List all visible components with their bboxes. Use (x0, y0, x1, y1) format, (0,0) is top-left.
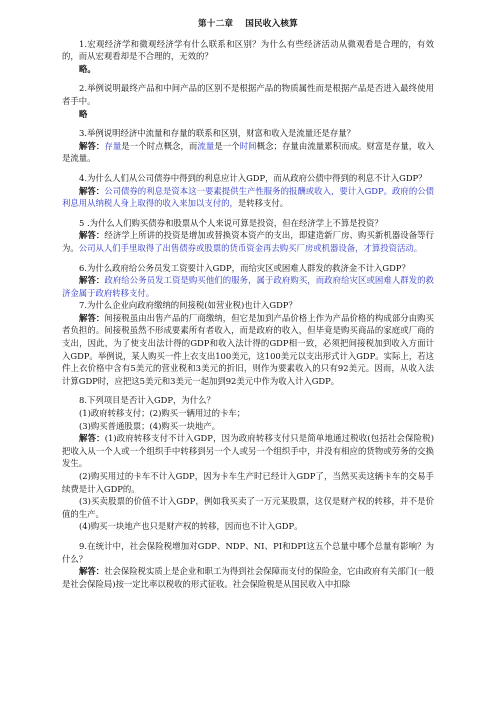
question-6-text: 6.为什么政府给公务员发工资要计入GDP，而给灾区或困难人群发的救济金不计入GDP？ (79, 262, 410, 273)
answer-9 (62, 565, 434, 590)
highlight-text: 政府给公务员发工资是购买他们的服务，属于政府购买，而政府给灾区或困难人群发的救济金属于政府转移支付。 (62, 275, 435, 298)
answer-4 (62, 185, 434, 210)
answer-label: 解答： (79, 140, 105, 151)
answer-7 (62, 312, 434, 388)
question-3 (62, 127, 434, 165)
answer-1: 略。 (79, 63, 96, 74)
question-4-text: 4.为什么人们从公司债券中得到的利息应计入GDP，而从政府公债中得到的利息不计入GDP？ (79, 172, 427, 183)
question-8 (62, 394, 434, 533)
answer-8-part-3: (3)买卖股票的价值不计入GDP，例如我买卖了一万元某股票，这仅是财产权的转移，并不是价值的生产。 (62, 496, 434, 519)
question-1-text: 1.宏观经济学和微观经济学有什么联系和区别？为什么有些经济活动从微观看是合理的，有效的，而从宏观看却是不合理的，无效的？ (62, 38, 434, 62)
highlight-text: 公司债券的利息是资本这一要素提供生产性服务的报酬或收入，要计入GDP。政府的公债利息用从纳税人身上取得的收入来加以支付的， (62, 185, 434, 209)
question-8-items-1: (1)政府转移支付；(2)购买一辆用过的卡车； (79, 408, 246, 419)
highlight-text: 时间 (239, 140, 257, 151)
question-6 (62, 262, 434, 300)
answer-text: 概念；存量由流量累积而成。财富是存量，收入是流量。 (62, 140, 435, 164)
question-7 (62, 299, 434, 387)
question-8-text: 8.下列项目是否计入GDP，为什么？ (79, 395, 215, 406)
question-2 (62, 82, 434, 120)
question-9-text: 9.在统计中，社会保险税增加对GDP、NDP、NI、PI和DPI这五个总量中哪个总量有影响？为什么？ (62, 540, 434, 564)
question-7-text: 7.为什么企业向政府缴纳的间接税(如营业税)也计入GDP？ (79, 300, 297, 311)
question-5-text: 5 .为什么人们购买债券和股票从个人来说可算是投资，但在经济学上不算是投资？ (79, 217, 383, 228)
question-8-items-2: (3)购买普通股票；(4)购买一块地产。 (79, 420, 220, 431)
chapter-name: 国民收入核算 (245, 19, 298, 29)
answer-text: 间接税虽由出售产品的厂商缴纳，但它是加到产品价格上作为产品价格的构成部分由购买者负担的。间接税虽然不形成要素所有者收入，而是政府的收入，但毕竟是购买商品的家庭或厂商的支出，因此，为了使支出法计得的GDP和收入法计得的GDP相一致，必须把间接税加到收入方面计入GDP。举例说，某人购买一件上衣支出100美元，这100美元以支出形式计入GDP。实际上，若这件上衣价格中含有5美元的营业税和3美元的折旧，则作为要素收入的只有92美元。因而，从收入法计算GDP时，应把这5美元和3美元一起加到92美元中作为收入计入GDP。 (62, 312, 435, 386)
question-4 (62, 172, 434, 210)
highlight-text: 存量 (104, 140, 122, 151)
question-9 (62, 540, 434, 590)
answer-6 (62, 274, 434, 299)
answer-text: (1)政府转移支付不计入GDP，因为政府转移支付只是简单地通过税收(包括社会保险税)把收入从一个人或一个组织手中转移到另一个人或另一个组织手中，并没有相应的货物或劳务的交换发生。 (62, 433, 434, 469)
answer-label: 解答： (79, 312, 105, 323)
answer-text: 社会保险税实质上是企业和职工为得到社会保障而支付的保险金，它由政府有关部门(一般是社会保险局)按一定比率以税收的形式征收。社会保险税是从国民收入中扣除 (62, 566, 435, 589)
answer-8-part-2: (2)购买用过的卡车不计入GDP，因为卡车生产时已经计入GDP了，当然买卖这辆卡车的交易手续费是计入GDP的。 (62, 471, 434, 494)
answer-label: 解答： (79, 566, 105, 577)
answer-label: 解答： (79, 275, 105, 286)
answer-8-part-1 (62, 432, 434, 470)
answer-label: 解答： (79, 185, 105, 196)
answer-text: 经济学上所讲的投资是增加或替换资本资产的支出，即建造新厂房、购买新机器设备等行为。 (62, 230, 435, 253)
answer-text: 是一个时点概念，而 (121, 140, 198, 151)
answer-2: 略 (79, 108, 88, 119)
question-1 (62, 38, 434, 76)
question-5 (62, 217, 434, 255)
chapter-title (62, 18, 434, 31)
answer-8-part-4: (4)购买一块地产也只是财产权的转移，因而也不计入GDP。 (79, 521, 303, 532)
answer-3 (62, 140, 434, 165)
answer-text: 是一个 (214, 140, 240, 151)
answer-text: 是转移支付。 (237, 198, 289, 209)
question-3-text: 3.举例说明经济中流量和存量的联系和区别，财富和收入是流量还是存量？ (79, 128, 355, 139)
answer-5 (62, 229, 434, 254)
answer-label: 解答： (79, 230, 105, 241)
answer-label: 解答： (79, 433, 105, 444)
highlight-text: 流量 (197, 140, 215, 151)
question-2-text: 2.举例说明最终产品和中间产品的区别不是根据产品的物质属性而是根据产品是否进入最终使用者手中。 (62, 83, 434, 106)
highlight-text: 公司从人们手里取得了出售债券或股票的货币资金再去购买厂房或机器设备，才算投资活动。 (78, 242, 423, 253)
chapter-number: 第十二章 (198, 19, 234, 29)
